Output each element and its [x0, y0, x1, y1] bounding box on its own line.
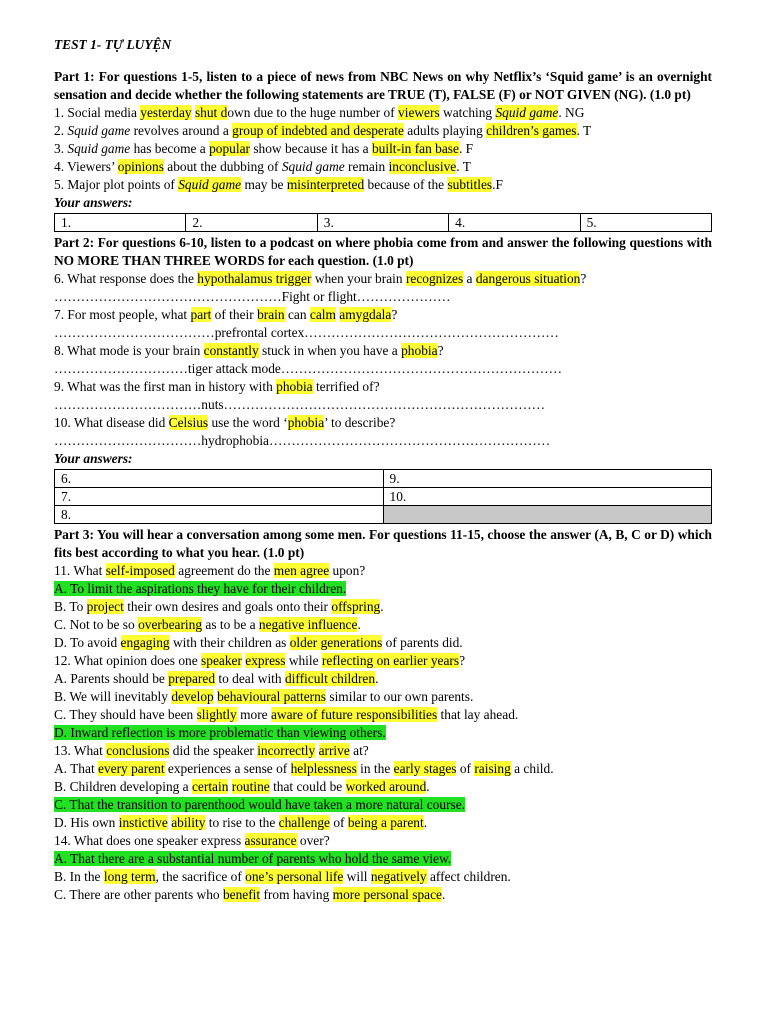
- answer-line-9: ……………………………nuts………………………………………………………………: [54, 397, 545, 412]
- question-10: 10. What disease did Celsius use the word ‘phobia’ to describe?: [54, 415, 396, 430]
- answer-cell-2[interactable]: 2.: [186, 214, 317, 232]
- option-11b: B. To project their own desires and goals onto their offspring.: [54, 599, 384, 614]
- answer-cell-1[interactable]: 1.: [55, 214, 186, 232]
- answer-cell-8[interactable]: 8.: [55, 506, 384, 524]
- question-8: 8. What mode is your brain constantly stuck in when you have a phobia?: [54, 343, 444, 358]
- answer-cell-6[interactable]: 6.: [55, 470, 384, 488]
- answer-line-8: …………………………tiger attack mode………………………………………………………: [54, 361, 563, 376]
- answer-cell-9[interactable]: 9.: [383, 470, 712, 488]
- your-answers-label: Your answers:: [54, 195, 133, 210]
- question-7: 7. For most people, what part of their brain can calm amygdala?: [54, 307, 398, 322]
- answer-cell-7[interactable]: 7.: [55, 488, 384, 506]
- answer-cell-4[interactable]: 4.: [449, 214, 580, 232]
- option-13d: D. His own instictive ability to rise to the challenge of being a parent.: [54, 815, 428, 830]
- question-6: 6. What response does the hypothalamus trigger when your brain recognizes a dangerous situation?: [54, 271, 587, 286]
- question-9: 9. What was the first man in history with phobia terrified of?: [54, 379, 380, 394]
- statement-1: 1. Social media yesterday shut down due to the huge number of viewers watching Squid game. NG: [54, 105, 585, 120]
- option-11c: C. Not to be so overbearing as to be a negative influence.: [54, 617, 361, 632]
- statement-3: 3. Squid game has become a popular show because it has a built-in fan base. F: [54, 141, 474, 156]
- option-13c: C. That the transition to parenthood would have taken a more natural course.: [54, 797, 466, 812]
- question-12: 12. What opinion does one speaker express while reflecting on earlier years?: [54, 653, 466, 668]
- document-page: [54, 30, 712, 904]
- question-14: 14. What does one speaker express assurance over?: [54, 833, 330, 848]
- option-13b: B. Children developing a certain routine that could be worked around.: [54, 779, 430, 794]
- part3-heading: Part 3: You will hear a conversation among some men. For questions 11-15, choose the answer (A, B, C or D) which fits best according to what you hear. (1.0 pt): [54, 527, 712, 560]
- answer-cell-10[interactable]: 10.: [383, 488, 712, 506]
- option-12a: A. Parents should be prepared to deal with difficult children.: [54, 671, 379, 686]
- your-answers-label: Your answers:: [54, 451, 133, 466]
- answer-line-7: ………………………………prefrontal cortex…………………………………………………: [54, 325, 559, 340]
- part2-answer-table: [54, 469, 712, 524]
- option-11a: A. To limit the aspirations they have for their children.: [54, 581, 347, 596]
- option-14a: A. That there are a substantial number of parents who hold the same view.: [54, 851, 452, 866]
- answer-line-10: ……………………………hydrophobia………………………………………………………: [54, 433, 551, 448]
- part1-answer-table: [54, 213, 712, 232]
- answer-line-6: ……………………………………………Fight or flight…………………: [54, 289, 451, 304]
- option-11d: D. To avoid engaging with their children as older generations of parents did.: [54, 635, 463, 650]
- statement-2: 2. Squid game revolves around a group of indebted and desperate adults playing children’s games. T: [54, 123, 592, 138]
- part1-heading: Part 1: For questions 1-5, listen to a piece of news from NBC News on why Netflix’s ‘Squid game’ is an overnight sensation and decide whether the following statements are TRUE (T), FALSE (F) or NOT GIVEN (NG). (1.0 pt): [54, 69, 712, 102]
- part2-heading: Part 2: For questions 6-10, listen to a podcast on where phobia come from and answer the following questions with NO MORE THAN THREE WORDS for each question. (1.0 pt): [54, 235, 712, 268]
- statement-5: 5. Major plot points of Squid game may be misinterpreted because of the subtitles.F: [54, 177, 503, 192]
- option-12d: D. Inward reflection is more problematic than viewing others.: [54, 725, 386, 740]
- statement-4: 4. Viewers’ opinions about the dubbing of Squid game remain inconclusive. T: [54, 159, 471, 174]
- option-13a: A. That every parent experiences a sense of helplessness in the early stages of raising a child.: [54, 761, 554, 776]
- option-14b: B. In the long term, the sacrifice of one’s personal life will negatively affect children.: [54, 869, 511, 884]
- answer-cell-3[interactable]: 3.: [317, 214, 448, 232]
- option-12c: C. They should have been slightly more aware of future responsibilities that lay ahead.: [54, 707, 519, 722]
- question-13: 13. What conclusions did the speaker incorrectly arrive at?: [54, 743, 369, 758]
- disabled-cell: [383, 506, 712, 524]
- answer-cell-5[interactable]: 5.: [580, 214, 711, 232]
- option-12b: B. We will inevitably develop behavioural patterns similar to our own parents.: [54, 689, 474, 704]
- question-11: 11. What self-imposed agreement do the men agree upon?: [54, 563, 366, 578]
- option-14c: C. There are other parents who benefit from having more personal space.: [54, 887, 446, 902]
- page-title: TEST 1- TỰ LUYỆN: [54, 37, 172, 52]
